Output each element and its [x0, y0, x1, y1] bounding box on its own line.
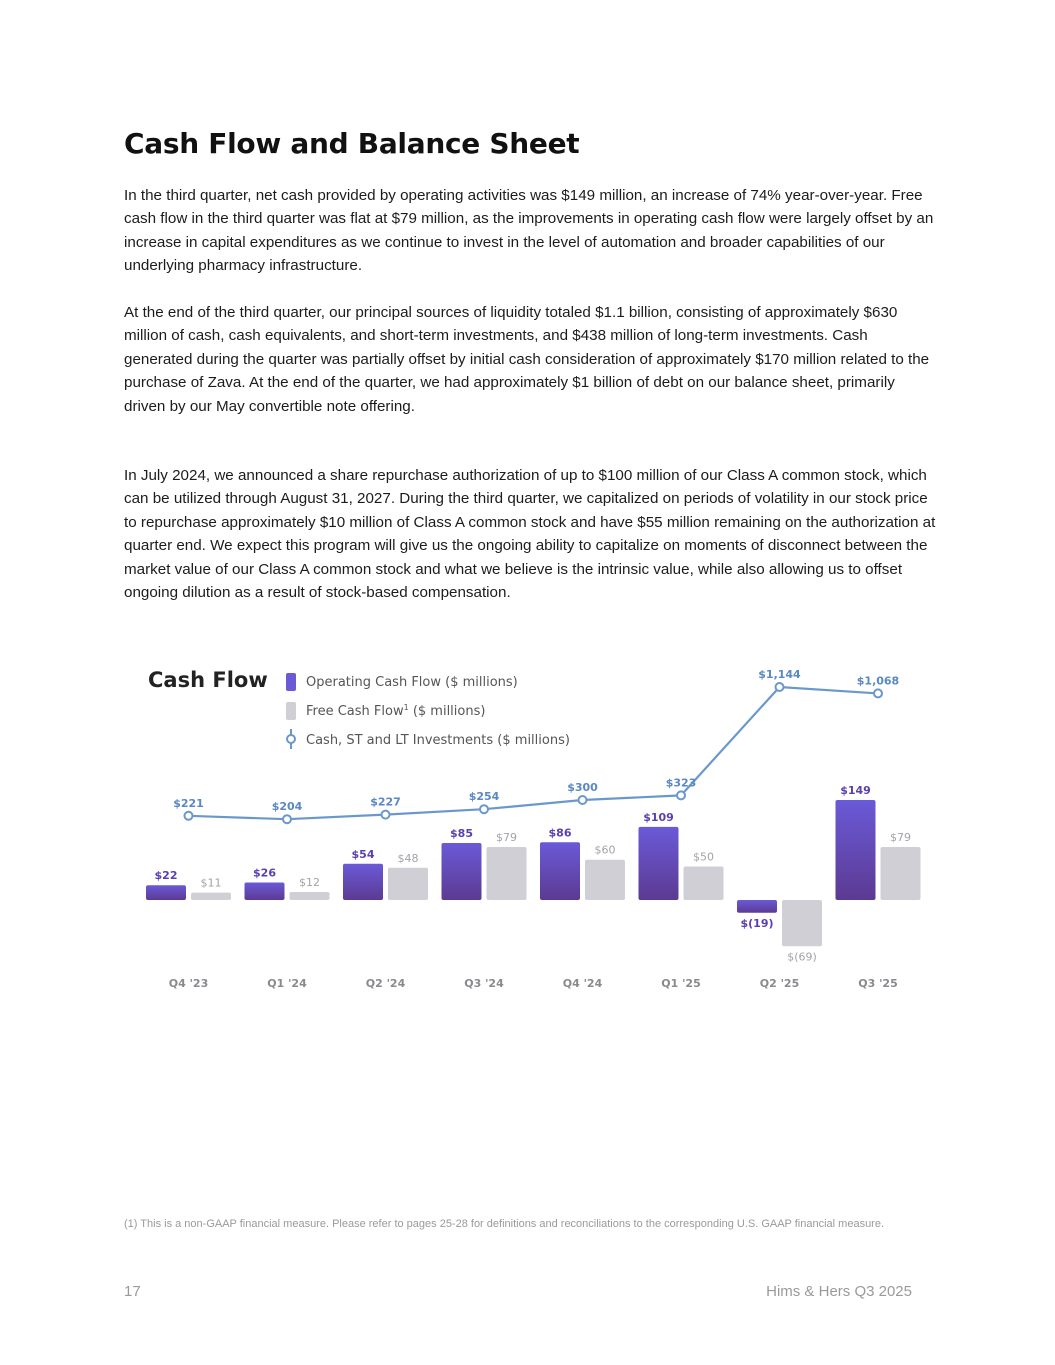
ocf-label-1: $26	[253, 866, 276, 880]
legend-marker-icon	[287, 735, 295, 743]
fcf-bar-6	[782, 900, 822, 946]
page-number: 17	[124, 1283, 141, 1300]
x-axis-label-2: Q2 '24	[365, 977, 406, 990]
fcf-bar-4	[585, 860, 625, 900]
fcf-label-1: $12	[299, 875, 320, 889]
cash-label-7: $1,068	[856, 674, 900, 688]
ocf-bar-3	[442, 843, 482, 900]
ocf-bar-0	[146, 885, 186, 900]
fcf-label-7: $79	[890, 830, 911, 844]
fcf-bar-5	[684, 866, 724, 900]
x-axis-label-0: Q4 '23	[168, 977, 209, 990]
fcf-label-6: $(69)	[787, 950, 817, 964]
fcf-bar-2	[388, 868, 428, 900]
ocf-label-5: $109	[643, 810, 674, 824]
cash-label-5: $323	[665, 776, 697, 790]
chart-legend	[286, 673, 570, 749]
fcf-label-4: $60	[594, 843, 616, 857]
legend-label-free-cash-flow: Free Cash Flow$^1$ ($ millions)	[306, 703, 486, 719]
x-axis-label-5: Q1 '25	[661, 977, 701, 990]
cash-point-5	[677, 791, 685, 799]
cash-label-3: $254	[468, 790, 500, 804]
cash-point-3	[480, 805, 488, 813]
legend-swatch-free-cash-flow	[286, 702, 296, 720]
fcf-label-5: $50	[693, 850, 714, 864]
cash-label-2: $227	[370, 795, 401, 809]
chart-title: Cash Flow	[148, 668, 268, 692]
legend-swatch-operating-cash-flow	[286, 673, 296, 691]
x-axis-label-3: Q3 '24	[464, 977, 504, 990]
fcf-bar-0	[191, 893, 231, 900]
fcf-bar-7	[881, 847, 921, 900]
ocf-bar-7	[836, 800, 876, 900]
fcf-label-0: $11	[200, 876, 222, 890]
footnote: (1) This is a non-GAAP financial measure. Please refer to pages 25-28 for definitions and reconciliations to the corresponding U.S. GAAP financial measure.	[124, 1218, 885, 1230]
fcf-bar-1	[290, 892, 330, 900]
paragraph-operating-cash-flow: In the third quarter, net cash provided by operating activities was $149 million, an increase of 74% year-over-year. Free cash flow in the third quarter was flat at $79 million, as the improvements in operating cash flow were largely offset by an increase in capital expenditures as we continue to invest in the level of automation and broader capabilities of our underlying pharmacy infrastructure.	[124, 187, 934, 275]
report-brand: Hims & Hers Q3 2025	[766, 1283, 912, 1300]
ocf-label-2: $54	[351, 847, 375, 861]
ocf-bar-4	[540, 842, 580, 900]
cash-point-6	[776, 683, 784, 691]
legend-label-cash-investments: Cash, ST and LT Investments ($ millions)	[306, 733, 570, 748]
ocf-label-7: $149	[840, 784, 871, 797]
ocf-bar-2	[343, 864, 383, 900]
ocf-label-6: $(19)	[740, 916, 774, 930]
cash-label-0: $221	[173, 796, 204, 810]
paragraph-share-repurchase: In July 2024, we announced a share repurchase authorization of up to $100 million of our Class A common stock, which can be utilized through August 31, 2027. During the third quarter, we capitalized on periods of volatility in our stock price to repurchase approximately $10 million of Class A common stock and have $55 million remaining on the authorization at quarter end. We expect this program will give us the ongoing ability to capitalize on moments of disconnect between the market value of our Class A common stock and what we believe is the intrinsic value, while also allowing us to offset ongoing dilution as a result of stock-based compensation.	[124, 467, 936, 602]
x-axis-label-4: Q4 '24	[562, 977, 603, 990]
legend-label-operating-cash-flow: Operating Cash Flow ($ millions)	[306, 675, 518, 690]
paragraph-liquidity: At the end of the third quarter, our principal sources of liquidity totaled $1.1 billion, consisting of approximately $630 million of cash, cash equivalents, and short-term investments, and $438 million of long-term investments. Cash generated during the quarter was partially offset by initial cash consideration of approximately $170 million related to the purchase of Zava. At the end of the quarter, we had approximately $1 billion of debt on our balance sheet, primarily driven by our May convertible note offering.	[124, 304, 930, 415]
bar-marks	[146, 784, 921, 963]
fcf-label-2: $48	[397, 851, 419, 865]
cash-point-7	[874, 689, 882, 697]
cash-point-2	[382, 811, 390, 819]
ocf-bar-6	[737, 900, 777, 913]
cash-label-1: $204	[271, 800, 303, 814]
cash-point-4	[579, 796, 587, 804]
x-axis-labels	[169, 977, 898, 990]
x-axis-label-6: Q2 '25	[759, 977, 800, 990]
cash-label-6: $1,144	[758, 668, 801, 681]
x-axis-label-7: Q3 '25	[858, 977, 898, 990]
fcf-label-3: $79	[496, 830, 517, 844]
ocf-label-0: $22	[154, 869, 178, 883]
fcf-bar-3	[487, 847, 527, 900]
ocf-label-4: $86	[548, 826, 572, 840]
ocf-bar-5	[639, 827, 679, 900]
x-axis-label-1: Q1 '24	[267, 977, 307, 990]
cash-flow-chart	[130, 655, 930, 1000]
ocf-label-3: $85	[450, 826, 473, 840]
section-title: Cash Flow and Balance Sheet	[124, 127, 580, 160]
ocf-bar-1	[245, 883, 285, 900]
cash-label-4: $300	[567, 781, 598, 794]
cash-point-1	[283, 815, 291, 823]
cash-point-0	[185, 812, 193, 820]
